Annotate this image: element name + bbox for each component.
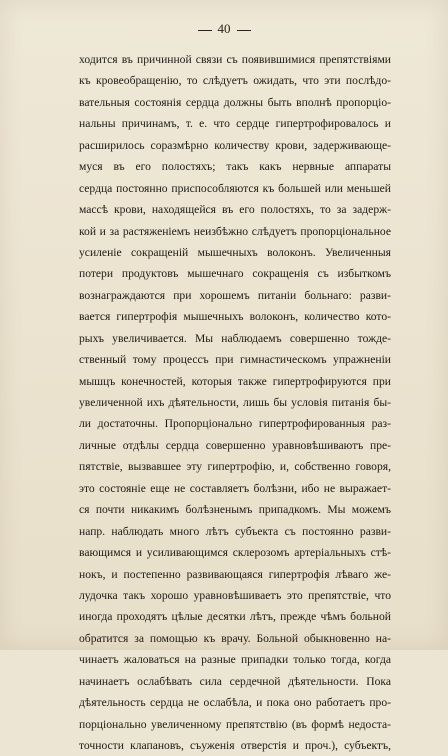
text-line: пятствіе, вызвавшее эту гипертрофію, и, собственно говоря, — [79, 460, 391, 474]
text-line: ся почти никакимъ болѣзненымъ припадкомъ. Мы можемъ — [79, 503, 391, 517]
text-line: мышцъ конечностей, которыя также гипертрофируются при — [79, 374, 391, 388]
text-line: вознаграждаются при хорошемъ питаніи больнаго: разви- — [79, 288, 391, 302]
header-dash-left — [198, 30, 212, 31]
text-line: рыхъ увеличивается. Мы наблюдаемъ совершенно тожде- — [79, 331, 391, 345]
text-line: потери продуктовъ мышечнаго сокращенія съ избыткомъ — [79, 267, 391, 281]
text-line: кой и за растяженіемъ неизбѣжно слѣдуетъ пропорціональное — [79, 224, 391, 238]
text-line: сердца постоянно приспособляются къ большей или меньшей — [79, 181, 391, 195]
text-line: чинаетъ жаловаться на разные припадки только тогда, когда — [79, 653, 391, 667]
page-number: 40 — [217, 21, 231, 36]
text-line: вающимся и усиливающимся склерозомъ артеріальныхъ стѣ- — [79, 546, 391, 560]
text-line: иногда проходятъ цѣлые десятки лѣтъ, прежде чѣмъ больной — [79, 610, 391, 624]
body-text — [79, 49, 391, 756]
text-line: массѣ крови, находящейся въ его полостяхъ, то за задерж- — [79, 203, 391, 217]
header-dash-right — [237, 30, 251, 31]
text-line: увеличенной ихъ дѣятельности, лишь бы условія питанія бы- — [79, 396, 391, 409]
text-line: муся въ его полостяхъ; такъ какъ нервные аппараты — [79, 160, 391, 174]
text-line: нальны причинамъ, т. е. что сердце гипертрофировалось и — [79, 117, 391, 131]
text-line: порціонально увеличенному препятствію (въ формѣ недоста- — [79, 717, 391, 731]
text-line: это состояніе еще не составляетъ болѣзни, ибо не выражает- — [79, 481, 391, 495]
text-line: ственный тому процессъ при гимнастическомъ упражненіи — [79, 353, 391, 367]
text-line: усиленіе сокращеній мышечныхъ волоконъ. Увеличенныя — [79, 245, 391, 259]
text-line: вательныя состоянія сердца должны быть вполнѣ пропорціо- — [79, 95, 391, 109]
text-line: точности клапановъ, съуженія отверстія и проч.), субъектъ, — [79, 739, 391, 752]
text-line: къ кровеобращенію, то слѣдуетъ ожидать, что эти послѣдо- — [79, 74, 391, 88]
text-line: начинаетъ ослабѣвать сила сердечной дѣятельности. Пока — [79, 674, 391, 688]
text-line: ходится въ причинной связи съ появившимися препятствіями — [79, 53, 391, 66]
text-line: личные отдѣлы сердца совершенно уравновѣшиваютъ пре- — [79, 438, 391, 452]
text-line: ли достаточны. Пропорціонально гипертрофированныя раз- — [79, 417, 391, 431]
text-line: обратится за помощью къ врачу. Больной обыкновенно на- — [79, 631, 391, 645]
text-line: напр. наблюдать много лѣтъ субъекта съ постоянно разви- — [79, 524, 391, 538]
text-line: расширилось соразмѣрно количеству крови, задерживающе- — [79, 138, 391, 152]
text-line: лудочка такъ хорошо уравновѣшиваетъ это препятствіе, что — [79, 588, 391, 602]
page-header — [0, 21, 448, 37]
text-line: дѣятельность сердца не ослабѣла, и пока оно работаетъ про- — [79, 696, 391, 710]
text-line: нокъ, и постепенно развивающаяся гипертрофія лѣваго же- — [79, 567, 391, 581]
text-line: вается гипертрофія мышечныхъ волоконъ, количество кото- — [79, 310, 391, 324]
